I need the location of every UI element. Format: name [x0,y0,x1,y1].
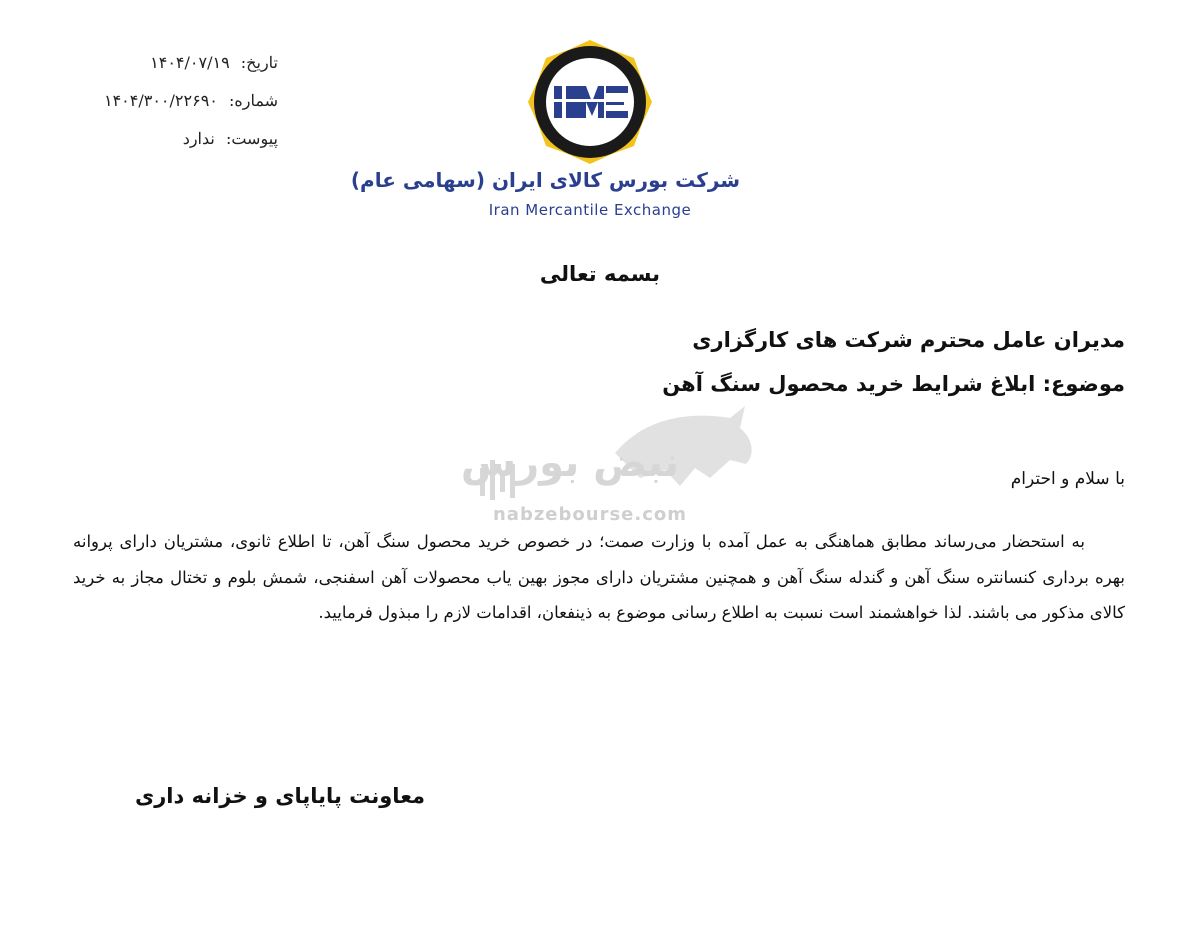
logo-company-name-fa: شرکت بورس کالای ایران (سهامی عام) [350,168,740,192]
number-label: شماره: [228,91,278,110]
ime-logo-icon [350,38,740,228]
attachment-row [96,120,278,158]
attachment-label: پیوست: [225,129,278,148]
letter-heading: بسمه تعالی [539,262,661,286]
letter-meta [96,44,278,158]
letter-greeting: با سلام و احترام [1010,469,1125,489]
date-label: تاریخ: [240,53,278,72]
letter-recipient: مدیران عامل محترم شرکت های کارگزاری [692,328,1125,352]
watermark-url: nabzebourse.com [492,504,688,525]
attachment-value: ندارد [182,129,215,148]
date-row [96,44,278,82]
number-value: ۱۴۰۴/۳۰۰/۲۲۶۹۰ [103,91,218,110]
logo-company-name-en: Iran Mercantile Exchange [488,201,692,219]
letter-signature: معاونت پایاپای و خزانه داری [134,784,426,808]
letter-subject: موضوع: ابلاغ شرایط خرید محصول سنگ آهن [662,372,1125,396]
date-value: ۱۴۰۴/۰۷/۱۹ [150,53,230,72]
number-row [96,82,278,120]
watermark-brand: نبض بورس [460,440,680,486]
letter-body: به استحضار می‌رساند مطابق هماهنگی به عمل آمده با وزارت صمت؛ در خصوص خرید محصول سنگ آهن، تا اطلاع ثانوی، مشتریان دارای پروانه بهره برداری کنسانتره سنگ آهن و گندله سنگ آهن و همچنین مشتریان دارای مجوز بهین یاب محصولات آهن اسفنجی، شمش بلوم و تختال مجاز به خرید کالای مذکور می باشند. لذا خواهشمند است نسبت به اطلاع رسانی موضوع به ذینفعان، اقدامات لازم را مبذول فرمایید. [73,532,1125,622]
